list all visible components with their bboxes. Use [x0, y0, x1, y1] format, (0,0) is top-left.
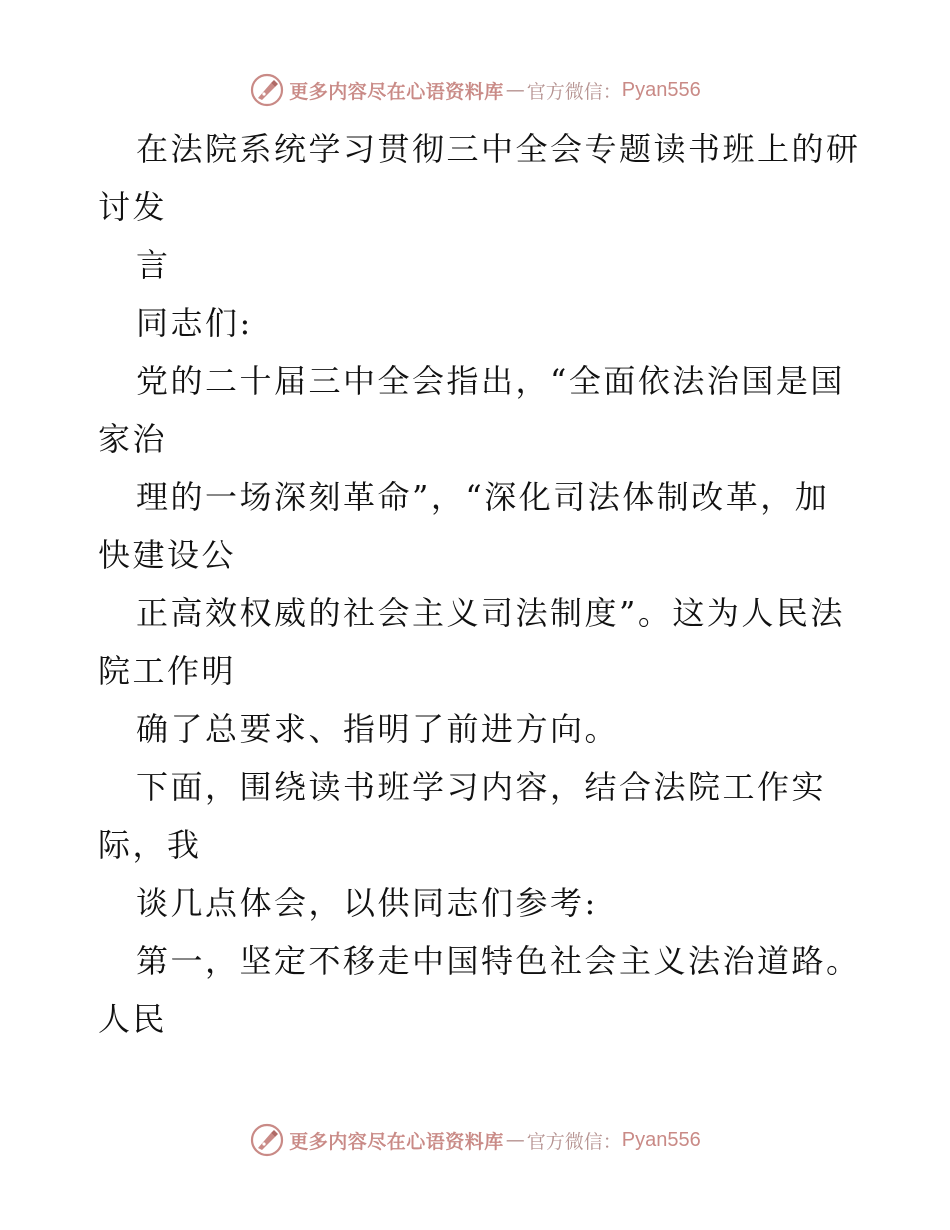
footer-watermark	[0, 1120, 950, 1160]
doc-paragraph-line: 第一，坚定不移走中国特色社会主义法治道路。	[136, 942, 861, 980]
doc-paragraph-line: 家治	[98, 420, 168, 458]
doc-paragraph-line: 快建设公	[98, 536, 237, 574]
watermark-separator: —	[505, 79, 525, 101]
doc-title-line-2: 讨发	[98, 188, 168, 226]
pen-nib-logo-icon	[249, 1122, 285, 1158]
doc-paragraph-line: 院工作明	[98, 652, 237, 690]
doc-paragraph-line: 际，我	[98, 826, 202, 864]
watermark-wechat-label: 官方微信：	[526, 80, 622, 103]
doc-title-line-3: 言	[136, 246, 171, 284]
watermark-wechat-label: 官方微信：	[526, 1130, 622, 1153]
doc-paragraph-line: 谈几点体会，以供同志们参考:	[136, 884, 598, 922]
doc-paragraph-line: 确了总要求、指明了前进方向。	[136, 710, 620, 748]
doc-paragraph-line: 下面，围绕读书班学习内容，结合法院工作实	[136, 768, 827, 806]
doc-salutation: 同志们:	[136, 304, 253, 342]
doc-paragraph-line: 人民	[98, 1000, 168, 1038]
doc-title-line-1: 在法院系统学习贯彻三中全会专题读书班上的研	[136, 130, 861, 168]
watermark-separator: —	[505, 1129, 525, 1151]
watermark-brand: 更多内容尽在心语资料库	[289, 80, 504, 103]
pen-nib-logo-icon	[249, 72, 285, 108]
doc-paragraph-line: 党的二十届三中全会指出，“全面依法治国是国	[136, 362, 845, 400]
header-watermark	[0, 70, 950, 110]
watermark-wechat-id: Pyan556	[621, 78, 701, 101]
watermark-wechat-id: Pyan556	[621, 1128, 701, 1151]
watermark-brand: 更多内容尽在心语资料库	[289, 1130, 504, 1153]
doc-paragraph-line: 正高效权威的社会主义司法制度”。这为人民法	[136, 594, 845, 632]
doc-paragraph-line: 理的一场深刻革命”，“深化司法体制改革，加	[136, 478, 830, 516]
